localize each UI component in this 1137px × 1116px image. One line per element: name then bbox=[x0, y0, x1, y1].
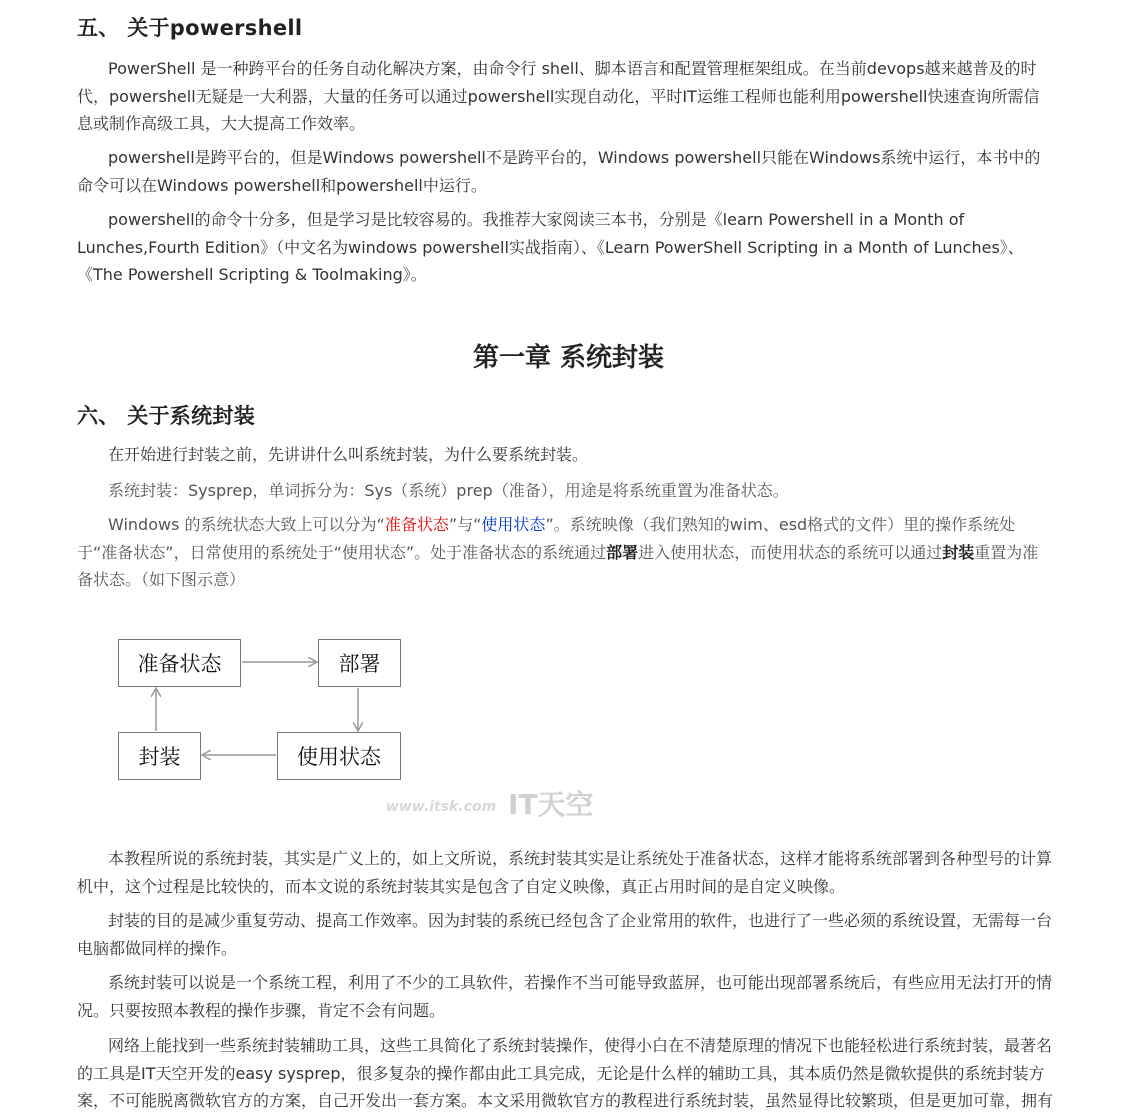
states-text-2: ”与“ bbox=[448, 515, 482, 534]
watermark-logo-url: www.itsk.com bbox=[386, 799, 497, 815]
paragraph-powershell-books: powershell的命令十分多，但是学习是比较容易的。我推荐大家阅读三本书，分别是《learn Powershell in a Month of Lunches,Fourth Edition》（中文名为windows powershell实战指南）、《Learn PowerShell Scripting in a Month of Lunches》、《The Powershell Scripting & Toolmaking》。 bbox=[77, 210, 1024, 284]
paragraph-sysprep-definition: 系统封装：Sysprep，单词拆分为：Sys（系统）prep（准备），用途是将系统重置为准备状态。 bbox=[108, 481, 789, 500]
paragraph-sysprep-purpose: 封装的目的是减少重复劳动、提高工作效率。因为封装的系统已经包含了企业常用的软件，也进行了一些必须的系统设置，无需每一台电脑都做同样的操作。 bbox=[77, 911, 1053, 958]
states-text-4: 进入使用状态，而使用状态的系统可以通过 bbox=[638, 542, 943, 562]
states-text-3: ”。系统映像（我们熟知的wim、esd格式的文件）里的操作系统处于“准备状态”，日常使用的系统处于“使用状态”。处于准备状态的系统通过 bbox=[77, 515, 1016, 562]
watermark-logo-brand: IT天空 bbox=[508, 788, 594, 821]
seal-bold: 封装 bbox=[942, 542, 975, 562]
paragraph-powershell-intro: PowerShell 是一种跨平台的任务自动化解决方案，由命令行 shell、脚本语言和配置管理框架组成。在当前devops越来越普及的时代，powershell无疑是一大利器，大量的任务可以通过powershell实现自动化，平时IT运维工程师也能利用powershell快速查询所需信息或制作高级工具，大大提高工作效率。 bbox=[77, 59, 1040, 133]
use-state-highlight: 使用状态 bbox=[481, 515, 546, 534]
diagram-box-deploy: 部署 bbox=[318, 639, 401, 687]
diagram-box-use: 使用状态 bbox=[277, 732, 401, 780]
paragraph-sysprep-tools: 网络上能找到一些系统封装辅助工具，这些工具简化了系统封装操作，使得小白在不清楚原理的情况下也能轻松进行系统封装，最著名的工具是IT天空开发的easy sysprep，很多复杂的操作都由此工具完成，无论是什么样的辅助工具，其本质仍然是微软提供的系统封装方案，不可能脱离微软官方的方案，自己开发出一套方案。本文采用微软官方的教程进行系统封装，虽然显得比较繁琐，但是更加可靠，拥有 bbox=[77, 1036, 1054, 1110]
diagram-box-ready: 准备状态 bbox=[118, 639, 241, 687]
paragraph-sysprep-scope: 本教程所说的系统封装，其实是广义上的，如上文所说，系统封装其实是让系统处于准备状态，这样才能将系统部署到各种型号的计算机中，这个过程是比较快的，而本文说的系统封装其实是包含了自定义映像，真正占用时间的是自定义映像。 bbox=[77, 849, 1053, 896]
section-heading-powershell: 五、 关于powershell bbox=[77, 16, 303, 40]
states-text-1: Windows 的系统状态大致上可以分为“ bbox=[108, 515, 385, 534]
paragraph-powershell-crossplatform: powershell是跨平台的，但是Windows powershell不是跨平台的，Windows powershell只能在Windows系统中运行，本书中的命令可以在Windows powershell和powershell中运行。 bbox=[77, 148, 1041, 195]
chapter-title: 第一章 系统封装 bbox=[472, 343, 665, 373]
ready-state-highlight: 准备状态 bbox=[384, 515, 449, 534]
deploy-bold: 部署 bbox=[606, 542, 639, 562]
paragraph-sysprep-risk: 系统封装可以说是一个系统工程，利用了不少的工具软件，若操作不当可能导致蓝屏，也可能出现部署系统后，有些应用无法打开的情况。只要按照本教程的操作步骤，肯定不会有问题。 bbox=[77, 973, 1053, 1020]
section-heading-sysprep: 六、 关于系统封装 bbox=[77, 404, 256, 428]
paragraph-sysprep-question: 在开始进行封装之前，先讲讲什么叫系统封装，为什么要系统封装。 bbox=[108, 445, 589, 464]
states-text-5: 重置为准备状态。（如下图示意） bbox=[77, 542, 1039, 589]
diagram-box-seal: 封装 bbox=[118, 732, 201, 780]
